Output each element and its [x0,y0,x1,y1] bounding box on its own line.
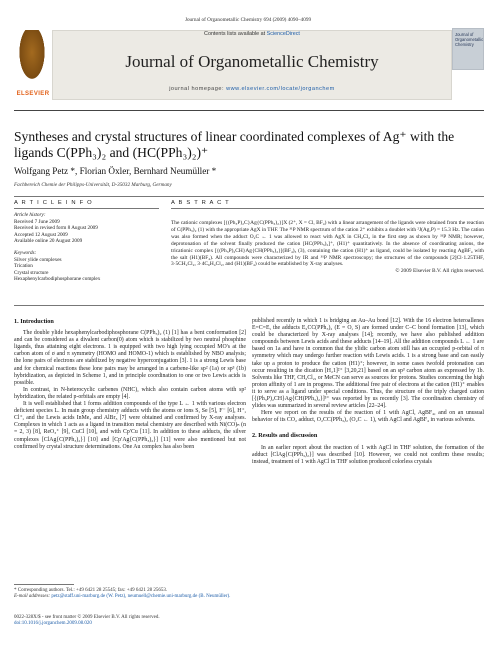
footnote-text: * Corresponding authors. Tel.: +49 6421 28 25545; fax: +49 6421 28 25653. [14,588,168,593]
contents-text: Contents lists available at [204,31,267,37]
abstract-heading: A B S T R A C T [171,200,230,206]
journal-cover-thumbnail [452,28,484,70]
history-label: Article history: [14,212,46,218]
header-rule [14,110,484,111]
history-item: Available online 20 August 2009 [14,238,83,245]
article-info-heading: A R T I C L E I N F O [14,200,93,206]
keyword: Crystal structure [14,269,49,276]
intro-paragraph: It is well established that 1 forms addition compounds of the type L ← 1 with various electron deficient species L. In main group chemistry adducts with the atoms or ions S, Se [5], F⁻ [6], H⁺, Cl⁺, and the Lewis acids InMe₃ and AlBr₃ [7] were obtained and confirmed by X-ray analyses. Complexes in which 1 acts as a ligand in transition metal chemistry are described with Ni(CO)ₙ (n = 2, 3) [8], ReO₃⁺ [9], CuCl [10], and with Cp′Cu [11]. In addition to these adducts, the silver complexes [ClAg{C(PPh₃)₂}] [10] and [Cp′Ag{C(PPh₃)₂}] [11] were also mentioned but not confirmed by crystal structure determinations. One Au complex has also been [14,401,246,450]
abstract-text: The cationic complexes [{(Ph₃P)₂C}Ag{C(PPh₃)₂}]X (2⁺, X = Cl, BF₄) with a linear arrangement of the ligands were obtained from the reaction of C(PPh₃)₂ (1) with the appropriate AgX in THF. The ³¹P NMR spectrum of the cation 2⁺ exhibits a doublet with ²J(Ag,P) = 15.3 Hz. The cation was also formed when the adduct O₂C ← 1 was allowed to react with AgX in CH₂Cl₂ in the first step as shown by ³¹P NMR; however, deprotonation of the solvent finally produced the cation [HC(PPh₃)₂]⁺, (H1)⁺ quantitatively. In the absence of coordinating anions, the tricationic complex [{(Ph₃P)₂CH}Ag{CH(PPh₃)₂}](BF₄)₃ (3), containing the cation (H1)⁺ as ligand, could be isolated by reacting AgBF₄ with the salt (H1)(BF₄). All compounds were characterized by IR and ³¹P NMR spectroscopy; the structures of the compounds [2]Cl·1.25THF, 3·5CH₂Cl₂, 3·4C₆H₄Cl₂, and (H1)(BF₄) could be established by X-ray analyses. [171,220,484,268]
body-rule [14,305,484,306]
journal-title: Journal of Organometallic Chemistry [125,52,379,71]
homepage-link[interactable]: www.elsevier.com/locate/jorganchem [226,86,335,92]
issn-line: 0022-328X/$ - see front matter © 2009 Elsevier B.V. All rights reserved. [14,615,160,620]
email-links[interactable]: petz@staff.uni-marburg.de (W. Petz), neumuell@chemie.uni-marburg.de (B. Neumüller). [51,594,231,600]
article-affiliation: Fachbereich Chemie der Philipps-Universität, D-35032 Marburg, Germany [14,182,172,188]
info-rule [14,196,484,197]
history-item: Received 7 June 2009 [14,218,60,225]
article-history [14,212,159,283]
body-paragraph: In an earlier report about the reaction of 1 with AgCl in THF solution, the formation of the adduct [ClAg{C(PPh₃)₂}] was described [10]. However, we could not confirm these results; instead, treatment of 1 with AgCl in THF solution produced colorless crystals [252,444,484,465]
abstract-copyright: © 2009 Elsevier B.V. All rights reserved. [395,268,484,275]
intro-column [14,318,246,451]
elsevier-logo [14,28,50,102]
keyword: Hexaphenylcarbodiphosphorane complex [14,276,101,283]
intro-paragraph: In contrast, in N-heterocyclic carbenes (NHC), which also contain carbon atoms with sp² hybridization, the related p-orbitals are empty [4]. [14,386,246,400]
body-paragraph: published recently in which 1 is bridging an Au–Au bond [12]. With the 16 electron heteroallenes E=C=E, the adducts E₂CC(PPh₃)₂ (E = O, S) are formed under C–C bond formation [13], which could be characterized by X-ray analyses [14]; recently, we have also published addition compounds between Lewis acids and these adducts [14–19]. All the addition compounds L ← 1 are based on 1a and have in common that the ylidic carbon atom still has an occupied p-orbital of π symmetry which may undergo further reaction with Lewis acids. 1 is a strong base and can easily take up a proton to produce the cation (H1)⁺; however, in some cases twofold protonation can occur resulting in the dication [H₂1]²⁺ [3,20,21] based on an sp³ carbon atom as expressed by 1b. Solvents like THF, CH₂Cl₂, or MeCN can serve as sources for protons. Studies concerning the high proton affinity of 1 are in progress. The additional free pair of electrons at the cation (H1)⁺ enables it to serve as a ligand under special conditions. Thus, the structure of the triply charged cation [{(Ph₃P)₂CH}Ag{CH(PPh₃)₂}]³⁺ was reported by us recently [3]. The coordination chemistry of ylides was summarized in several review articles [22–24]. [252,318,484,410]
email-label: E-mail addresses: [14,594,52,600]
journal-homepage [52,86,452,92]
results-heading: 2. Results and discussion [252,432,318,440]
running-head: Journal of Organometallic Chemistry 694 (2009) 4090–4099 [184,17,312,23]
info-sub-rule [14,208,159,209]
body-paragraph: Here we report on the results of the reaction of 1 with AgCl, AgBF₄, and on an unusual behavior of its CO₂ adduct, O₂CC(PPh₃)₂ (O₂C ← 1), with AgCl and AgBF₄ in various solvents. [252,410,484,424]
article-title: Syntheses and crystal structures of linear coordinated complexes of Ag⁺ with the ligands C(PPh₃)₂ and (HC(PPh₃)₂)⁺ [14,129,455,160]
article-authors: Wolfgang Petz *, Florian Öxler, Bernhard Neumüller * [14,166,217,176]
homepage-label: journal homepage: [169,86,227,92]
history-item: Received in revised form 8 August 2009 [14,225,98,232]
keywords-label: Keywords: [14,249,37,256]
intro-paragraph: The double ylide hexaphenylcarbodiphosphorane C(PPh₃)₂ (1) [1] has a bent conformation [2] and can be considered as a divalent carbon(0) atom which is stabilized by two neutral phosphine ligands, thus attaining eight electrons. 1 is equipped with two high lying occupied MO's at the carbon atom of σ and π symmetry (HOMO and HOMO-1) which is established by NBO analysis; the lone pairs of electrons are stabilized by negative hyperconjugation [3]. 1 is a strong Lewis base and for chemical reactions these lone pairs may be arranged in a carbene-like sp² (1a) or sp³ (1b) hybridization, as depicted in Scheme 1, and in principle coordination to one or two Lewis acids is possible. [14,330,246,386]
keyword: Silver ylide complexes [14,256,62,263]
elsevier-logo-text: ELSEVIER [16,91,50,97]
cover-title: Journal of Organometallic Chemistry [455,32,484,47]
abstract-body [171,220,484,275]
elsevier-tree-icon [16,30,48,86]
footnote [14,588,246,600]
footnote-rule [14,584,74,585]
right-column [252,318,484,466]
keyword: Trication [14,263,33,270]
bottom-info [14,615,246,628]
contents-line [52,31,452,37]
abstract-sub-rule [171,208,484,209]
history-item: Accepted 12 August 2009 [14,231,68,238]
sciencedirect-link[interactable]: ScienceDirect [266,31,300,37]
doi-link[interactable]: doi:10.1016/j.jorganchem.2009.08.020 [14,621,92,627]
intro-heading: 1. Introduction [14,318,54,325]
